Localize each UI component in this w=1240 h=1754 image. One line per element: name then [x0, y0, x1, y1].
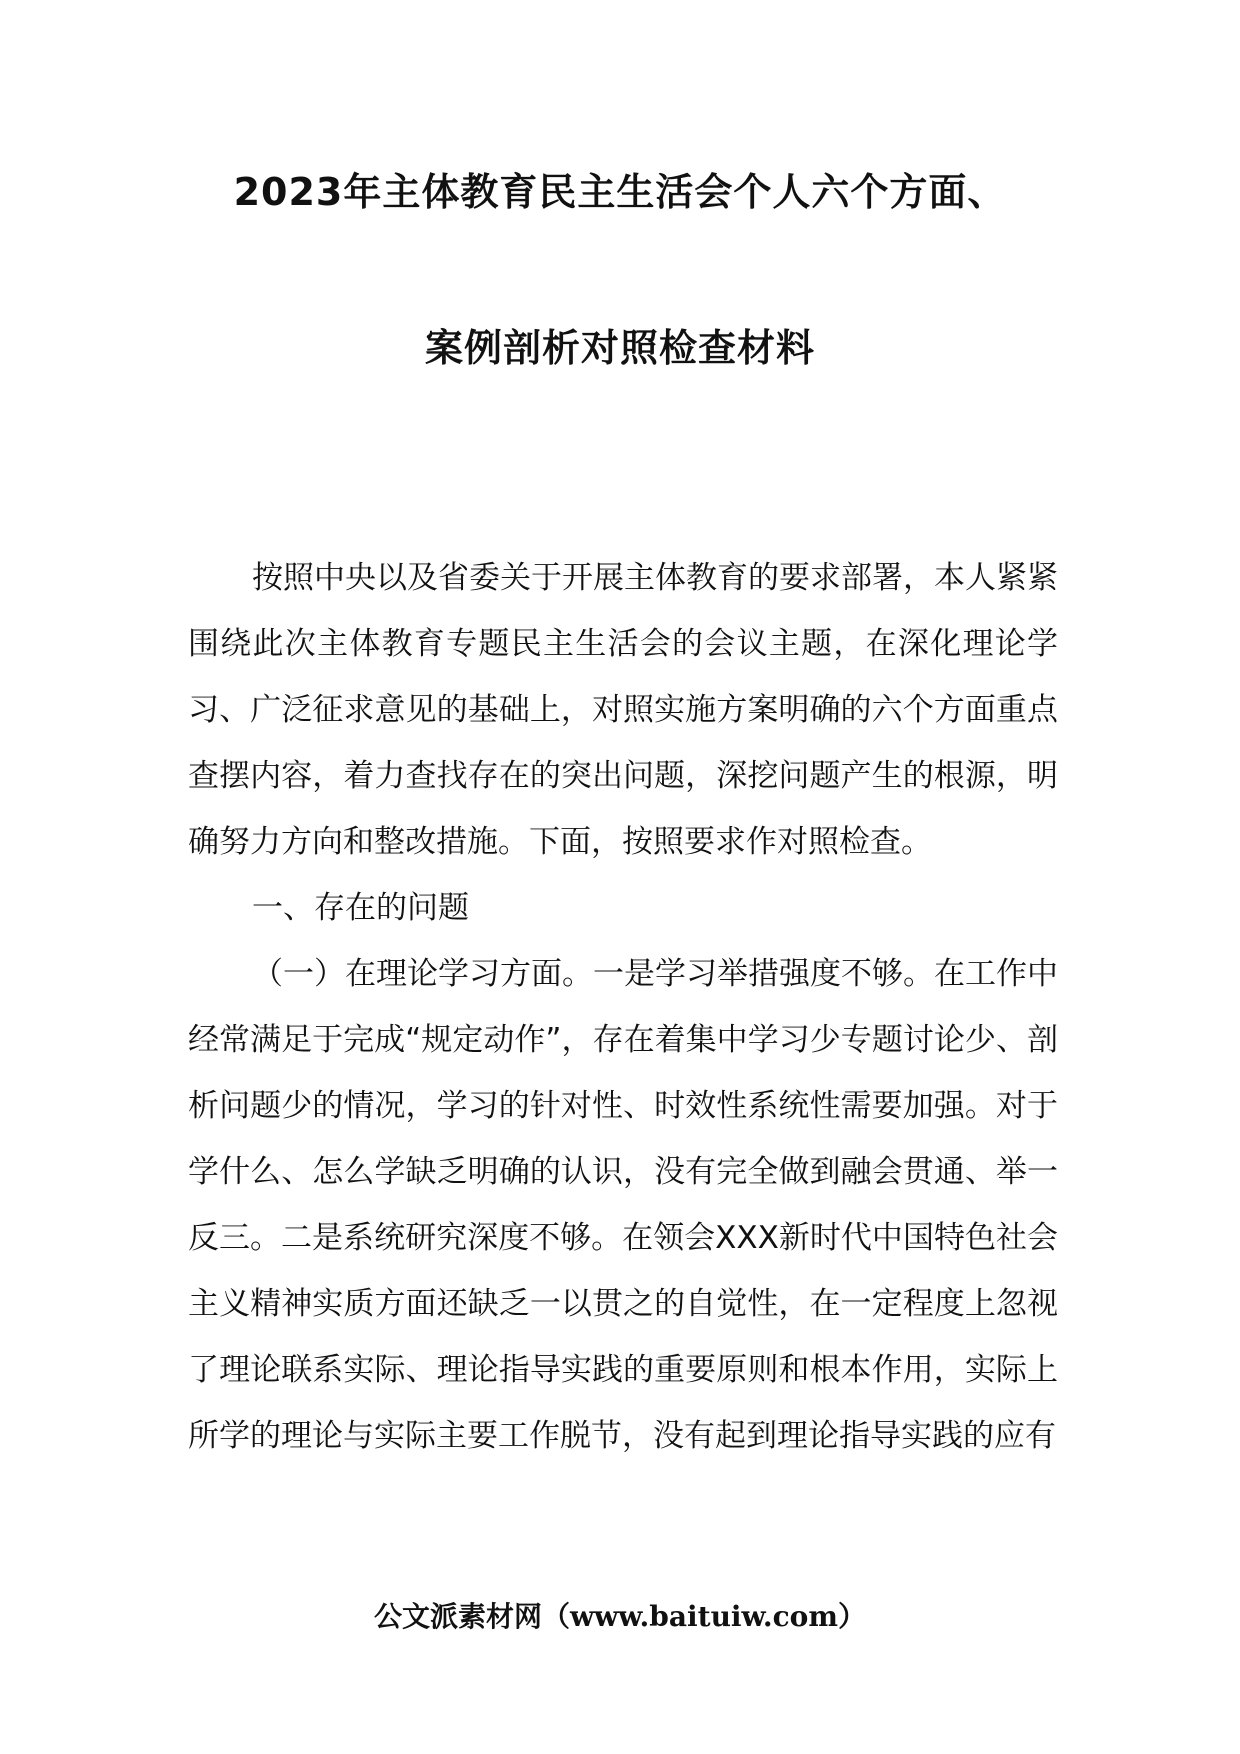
- document-body: [188, 545, 1058, 1469]
- title-line-1: 2023年主体教育民主生活会个人六个方面、: [233, 170, 1007, 214]
- document-title: [150, 170, 1090, 370]
- footer-watermark: 公文派素材网（www.baituiw.com）: [374, 1600, 866, 1633]
- intro-paragraph: 按照中央以及省委关于开展主体教育的要求部署，本人紧紧围绕此次主体教育专题民主生活会的会议主题，在深化理论学习、广泛征求意见的基础上，对照实施方案明确的六个方面重点查摆内容，着力查找存在的突出问题，深挖问题产生的根源，明确努力方向和整改措施。下面，按照要求作对照检查。: [188, 560, 1058, 860]
- title-line-2: 案例剖析对照检查材料: [424, 326, 815, 370]
- body-paragraph: （一）在理论学习方面。一是学习举措强度不够。在工作中经常满足于完成“规定动作”，存在着集中学习少专题讨论少、剖析问题少的情况，学习的针对性、时效性系统性需要加强。对于学什么、怎么学缺乏明确的认识，没有完全做到融会贯通、举一反三。二是系统研究深度不够。在领会XXX新时代中国特色社会主义精神实质方面还缺乏一以贯之的自觉性，在一定程度上忽视了理论联系实际、理论指导实践的重要原则和根本作用，实际上所学的理论与实际主要工作脱节，没有起到理论指导实践的应有: [188, 956, 1058, 1454]
- section-heading: 一、存在的问题: [252, 890, 469, 926]
